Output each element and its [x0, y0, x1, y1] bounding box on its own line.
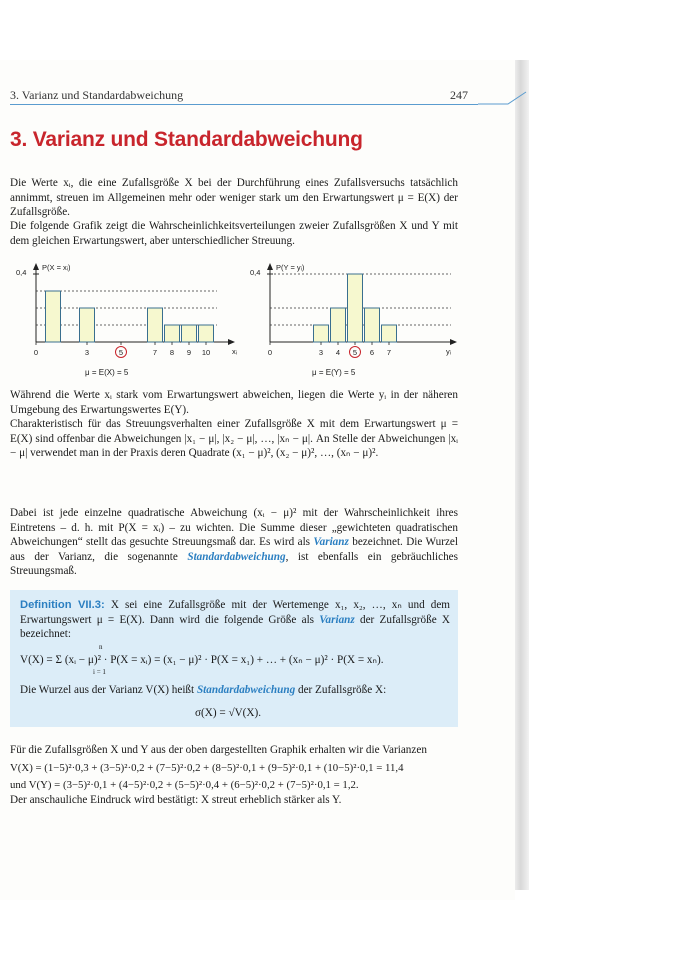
definition-label: Definition VII.3:: [20, 599, 105, 611]
closing-conclusion: Der anschauliche Eindruck wird bestätigt: X streut erheblich stärker als Y.: [10, 794, 342, 806]
body-paragraph-1: Während die Werte xᵢ stark vom Erwartungswert abweichen, liegen die Werte yᵢ in der näheren Umgebung des Erwartungswertes E(Y).: [10, 389, 458, 416]
x-tick-label: 4: [335, 348, 341, 357]
x-tick-label: 8: [169, 348, 175, 357]
section-title: 3. Varianz und Standardabweichung: [10, 128, 363, 151]
definition-text: [20, 598, 450, 642]
x-tick-label: 7: [152, 348, 158, 357]
sum-upper-limit: n: [99, 643, 103, 651]
x-tick-label: 7: [386, 348, 392, 357]
chart-y-caption: μ = E(Y) = 5: [312, 368, 356, 377]
std-formula: σ(X) = √V(X).: [195, 707, 262, 719]
intro-paragraph-2: Die folgende Grafik zeigt die Wahrscheinlichkeitsverteilungen zweier Zufallsgrößen X und Y mit dem gleichen Erwartungswert, aber unterschiedlicher Streuung.: [10, 220, 458, 247]
bar: [80, 308, 95, 342]
bar: [165, 325, 180, 342]
chart-x-caption: μ = E(X) = 5: [85, 368, 129, 377]
x-tick-label: 5: [352, 348, 358, 357]
definition-text-4: der Zufallsgröße X:: [297, 684, 387, 696]
running-title: 3. Varianz und Standardabweichung: [10, 88, 184, 102]
bars: [33, 274, 217, 342]
definition-text-2: der Zufallsgröße X bezeichnet:: [20, 613, 451, 641]
chart-x: [12, 258, 242, 370]
x-ticks: [34, 342, 210, 358]
variance-y-calc: und V(Y) = (3−5)²·0,1 + (4−5)²·0,2 + (5−5)²·0,4 + (6−5)²·0,2 + (7−5)²·0,1 = 1,2.: [10, 779, 359, 791]
variance-formula: V(X) = Σ (xᵢ − μ)² · P(X = xᵢ) = (x₁ − μ)² · P(X = x₁) + … + (xₙ − μ)² · P(X = xₙ).: [20, 654, 384, 666]
bars: [267, 274, 451, 342]
variance-x-calc: V(X) = (1−5)²·0,3 + (3−5)²·0,2 + (7−5)²·0,2 + (8−5)²·0,1 + (9−5)²·0,1 + (10−5)²·0,1 = 11,4: [10, 762, 404, 774]
term-varianz: Varianz: [313, 536, 349, 549]
x-axis-label: xᵢ: [232, 347, 237, 356]
definition-text-1: X sei eine Zufallsgröße mit der Wertemenge x₁, x₂, …, xₙ und dem Erwartungswert μ = E(X). Dann wird die folgende Größe als: [20, 599, 451, 626]
sum-lower-limit: i = 1: [93, 668, 106, 676]
y-axis-arrow: [267, 263, 273, 270]
header-rule-tail: [478, 84, 528, 108]
term-standardabweichung: Standardabweichung: [187, 550, 286, 563]
x-tick-label: 10: [201, 348, 211, 357]
x-axis-label: yᵢ: [446, 347, 451, 356]
bar: [314, 325, 329, 342]
y-axis-arrow: [33, 263, 39, 270]
background-margin: [529, 60, 680, 961]
definition-box: [10, 590, 458, 727]
body-paragraph-2: Charakteristisch für das Streuungsverhalten einer Zufallsgröße X mit dem Erwartungswert μ = E(X) sind offenbar die Abweichungen |x₁ − μ|, |x₂ − μ|, …, |xₙ − μ|. An Stelle der Abweichungen |xᵢ − μ| verwendet man in der Praxis deren Quadrate (x₁ − μ)², (x₂ − μ)², …, (xₙ − μ)².: [10, 418, 458, 460]
x-tick-label: 5: [118, 348, 124, 357]
x-ticks: [268, 342, 391, 358]
y-axis-label: P(Y = yᵢ): [276, 263, 305, 272]
x-tick-label: 0: [267, 348, 273, 357]
x-tick-label: 3: [318, 348, 324, 357]
definition-text-3: [20, 683, 450, 698]
definition-text-3a: Die Wurzel aus der Varianz V(X) heißt: [20, 684, 195, 696]
closing-text: Für die Zufallsgrößen X und Y aus der oben dargestellten Graphik erhalten wir die Varianzen: [10, 744, 427, 756]
y-tick-label: 0,4: [250, 268, 261, 277]
bar: [331, 308, 346, 342]
bar: [348, 274, 363, 342]
body-paragraph-3: [10, 506, 458, 579]
x-tick-label: 0: [33, 348, 39, 357]
intro-paragraph-1: Die Werte xᵢ, die eine Zufallsgröße X bei der Durchführung eines Zufallsversuchs tatsächlich annimmt, streuen im Allgemeinen mehr oder weniger stark um den Erwartungswert μ = E(X) der Zufallsgröße.: [10, 177, 458, 219]
body-text-b: bezeichnet. Die Wurzel aus der Varianz, die sogenannte: [10, 536, 459, 563]
page-number: 247: [450, 88, 468, 102]
y-axis-label: P(X = xᵢ): [42, 263, 71, 272]
body-text-a: Dabei ist jede einzelne quadratische Abweichung (xᵢ − μ)² mit der Wahrscheinlichkeit ihres Eintretens – d. h. mit P(X = xᵢ) – zu wichten. Die Summe dieser „gewichteten quadratischen Abweichungen“ stellt das gesuchte Streuungsmaß dar. Es wird als: [10, 507, 458, 549]
x-axis-arrow: [228, 339, 235, 345]
definition-term-varianz: Varianz: [319, 613, 355, 626]
body-text-c: , ist ebenfalls ein gebräuchliches Streuungsmaß.: [10, 550, 458, 578]
bar: [46, 291, 61, 342]
bar: [365, 308, 380, 342]
x-tick-label: 3: [84, 348, 90, 357]
x-tick-label: 6: [369, 348, 375, 357]
page-edge: [515, 60, 529, 890]
definition-term-standardabweichung: Standardabweichung: [196, 684, 296, 696]
x-tick-label: 9: [186, 348, 192, 357]
x-axis-arrow: [450, 339, 457, 345]
bar: [199, 325, 214, 342]
y-tick-label: 0,4: [16, 268, 27, 277]
bar: [382, 325, 397, 342]
header-rule: [10, 104, 478, 105]
bar: [182, 325, 197, 342]
chart-y: [246, 258, 476, 370]
bar: [148, 308, 163, 342]
